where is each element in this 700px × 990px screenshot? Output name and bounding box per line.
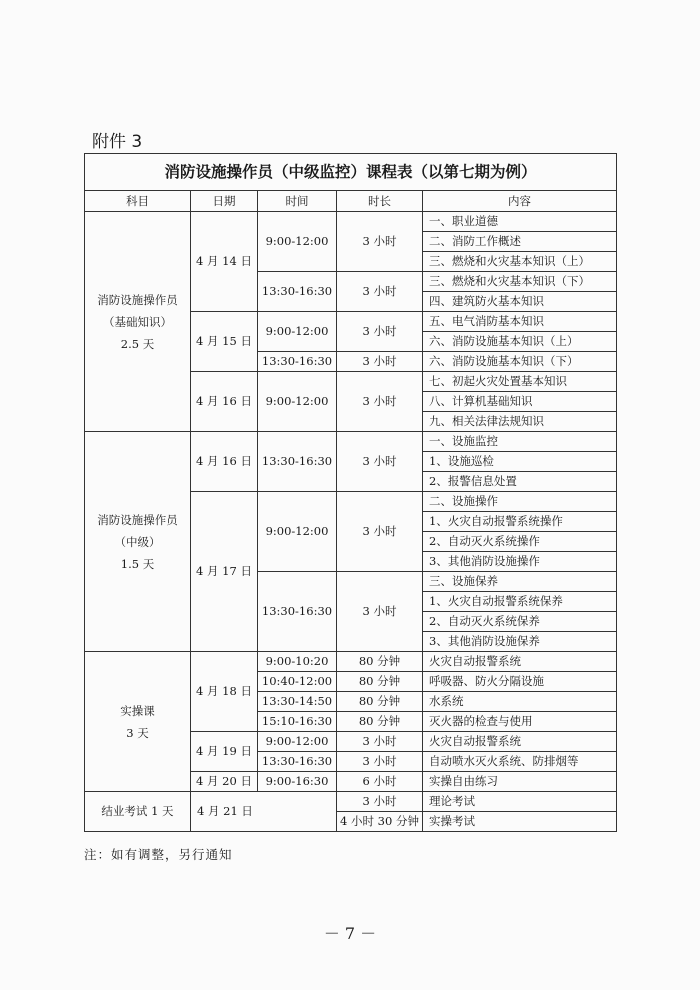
time-cell: 9:00-12:00	[258, 312, 337, 352]
duration-cell: 3 小时	[337, 572, 423, 652]
header-subject: 科目	[85, 191, 191, 212]
content-cell: 五、电气消防基本知识	[423, 312, 617, 332]
time-cell: 9:00-12:00	[258, 372, 337, 432]
content-cell: 灭火器的检查与使用	[423, 712, 617, 732]
time-cell: 9:00-12:00	[258, 492, 337, 572]
footnote: 注：如有调整，另行通知	[84, 847, 233, 862]
subject-cell	[85, 432, 191, 652]
duration-cell: 3 小时	[337, 792, 423, 812]
content-cell: 三、燃烧和火灾基本知识（下）	[423, 272, 617, 292]
table-row	[85, 792, 617, 812]
table-row	[85, 212, 617, 232]
time-cell: 13:30-16:30	[258, 432, 337, 492]
date-cell: 4 月 20 日	[191, 772, 258, 792]
header-row	[85, 191, 617, 212]
content-cell: 六、消防设施基本知识（上）	[423, 332, 617, 352]
content-cell: 火灾自动报警系统	[423, 732, 617, 752]
time-cell: 9:00-10:20	[258, 652, 337, 672]
content-cell: 二、消防工作概述	[423, 232, 617, 252]
content-cell: 八、计算机基础知识	[423, 392, 617, 412]
time-cell: 13:30-16:30	[258, 272, 337, 312]
date-cell: 4 月 19 日	[191, 732, 258, 772]
content-cell: 三、设施保养	[423, 572, 617, 592]
subject-cell: 结业考试 1 天	[85, 792, 191, 832]
content-cell: 一、职业道德	[423, 212, 617, 232]
content-cell: 1、设施巡检	[423, 452, 617, 472]
content-cell: 实操考试	[423, 812, 617, 832]
header-time: 时间	[258, 191, 337, 212]
content-cell: 2、报警信息处置	[423, 472, 617, 492]
time-cell: 9:00-12:00	[258, 212, 337, 272]
time-cell: 13:30-16:30	[258, 572, 337, 652]
header-duration: 时长	[337, 191, 423, 212]
content-cell: 3、其他消防设施保养	[423, 632, 617, 652]
duration-cell: 3 小时	[337, 212, 423, 272]
date-cell: 4 月 17 日	[191, 492, 258, 652]
content-cell: 四、建筑防火基本知识	[423, 292, 617, 312]
table-row	[85, 432, 617, 452]
duration-cell: 80 分钟	[337, 692, 423, 712]
content-cell: 一、设施监控	[423, 432, 617, 452]
content-cell: 三、燃烧和火灾基本知识（上）	[423, 252, 617, 272]
subject-line: 1.5 天	[120, 556, 155, 571]
duration-cell: 80 分钟	[337, 652, 423, 672]
table-row	[85, 652, 617, 672]
subject-line: 消防设施操作员	[97, 512, 178, 527]
header-content: 内容	[423, 191, 617, 212]
duration-cell: 3 小时	[337, 732, 423, 752]
content-cell: 呼吸器、防火分隔设施	[423, 672, 617, 692]
subject-cell	[85, 652, 191, 792]
duration-cell: 3 小时	[337, 312, 423, 352]
duration-cell: 80 分钟	[337, 672, 423, 692]
time-cell: 9:00-12:00	[258, 732, 337, 752]
content-cell: 理论考试	[423, 792, 617, 812]
duration-cell: 4 小时 30 分钟	[337, 812, 423, 832]
time-cell: 15:10-16:30	[258, 712, 337, 732]
date-cell: 4 月 16 日	[191, 372, 258, 432]
date-cell: 4 月 18 日	[191, 652, 258, 732]
time-cell: 13:30-16:30	[258, 752, 337, 772]
content-cell: 1、火灾自动报警系统保养	[423, 592, 617, 612]
subject-line: 实操课	[120, 703, 155, 718]
header-date: 日期	[191, 191, 258, 212]
duration-cell: 6 小时	[337, 772, 423, 792]
subject-line: （中级）	[114, 534, 161, 549]
content-cell: 九、相关法律法规知识	[423, 412, 617, 432]
subject-line: （基础知识）	[103, 314, 172, 329]
content-cell: 二、设施操作	[423, 492, 617, 512]
content-cell: 自动喷水灭火系统、防排烟等	[423, 752, 617, 772]
duration-cell: 3 小时	[337, 492, 423, 572]
content-cell: 实操自由练习	[423, 772, 617, 792]
content-cell: 七、初起火灾处置基本知识	[423, 372, 617, 392]
duration-cell: 3 小时	[337, 432, 423, 492]
date-cell: 4 月 16 日	[191, 432, 258, 492]
time-cell: 13:30-16:30	[258, 352, 337, 372]
time-cell: 9:00-16:30	[258, 772, 337, 792]
duration-cell: 3 小时	[337, 372, 423, 432]
attachment-label: 附件 3	[92, 132, 143, 152]
time-cell: 13:30-14:50	[258, 692, 337, 712]
schedule-table	[84, 153, 617, 832]
content-cell: 3、其他消防设施操作	[423, 552, 617, 572]
duration-cell: 3 小时	[337, 272, 423, 312]
content-cell: 2、自动灭火系统保养	[423, 612, 617, 632]
content-cell: 水系统	[423, 692, 617, 712]
subject-line: 消防设施操作员	[97, 292, 178, 307]
content-cell: 2、自动灭火系统操作	[423, 532, 617, 552]
subject-line: 3 天	[126, 725, 149, 740]
content-cell: 火灾自动报警系统	[423, 652, 617, 672]
duration-cell: 3 小时	[337, 352, 423, 372]
content-cell: 六、消防设施基本知识（下）	[423, 352, 617, 372]
subject-line: 2.5 天	[120, 336, 155, 351]
content-cell: 1、火灾自动报警系统操作	[423, 512, 617, 532]
time-cell: 10:40-12:00	[258, 672, 337, 692]
duration-cell: 80 分钟	[337, 712, 423, 732]
date-cell: 4 月 21 日	[191, 792, 337, 832]
subject-cell	[85, 212, 191, 432]
date-cell: 4 月 15 日	[191, 312, 258, 372]
date-cell: 4 月 14 日	[191, 212, 258, 312]
duration-cell: 3 小时	[337, 752, 423, 772]
table-title: 消防设施操作员（中级监控）课程表（以第七期为例）	[85, 154, 617, 191]
page-number: － 7 －	[323, 924, 377, 943]
